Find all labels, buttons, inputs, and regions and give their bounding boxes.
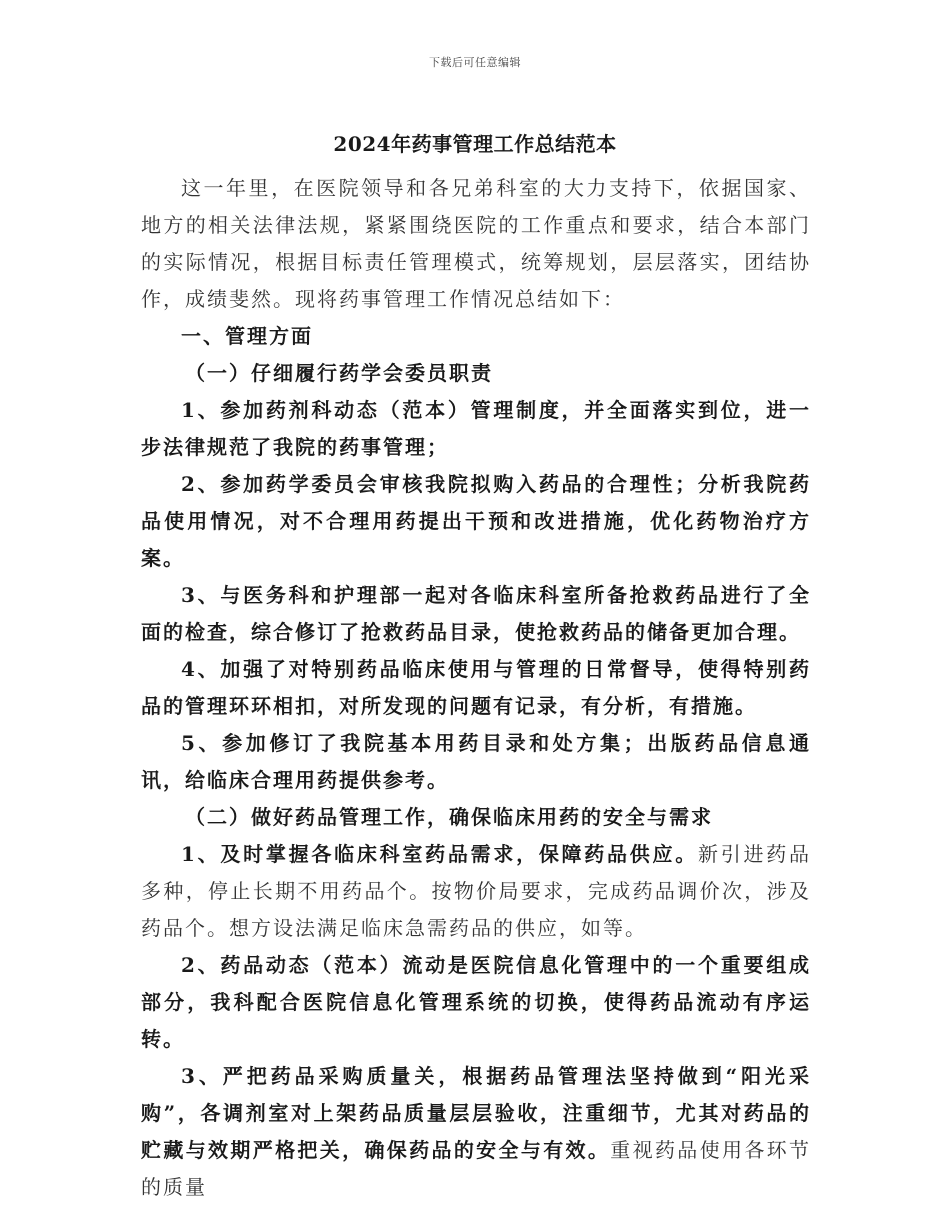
- list-item-bold-text: 1、及时掌握各临床科室药品需求，保障药品供应。: [181, 842, 699, 866]
- list-item-bold-text: 3、严把药品采购质量关，根据药品管理法坚持做到“阳光采购”，各调剂室对上架药品质量层层验收，注重细节，尤其对药品的贮藏与效期严格把关，确保药品的安全与有效。: [141, 1064, 811, 1162]
- list-item: 2、药品动态（范本）流动是医院信息化管理中的一个重要组成部分，我科配合医院信息化管理系统的切换，使得药品流动有序运转。: [141, 953, 811, 1051]
- list-item: 4、加强了对特别药品临床使用与管理的日常督导，使得特别药品的管理环环相扣，对所发现的问题有记录，有分析，有措施。: [141, 657, 811, 718]
- subsection-heading-committee-duties: （一）仔细履行药学会委员职责: [185, 361, 493, 385]
- list-item: 3、与医务科和护理部一起对各临床科室所备抢救药品进行了全面的检查，综合修订了抢救药品目录，使抢救药品的储备更加合理。: [141, 583, 811, 644]
- list-item-regular-text: 重视药品使用各环节的质量: [141, 1138, 812, 1199]
- intro-paragraph: 这一年里，在医院领导和各兄弟科室的大力支持下，依据国家、地方的相关法律法规，紧紧围绕医院的工作重点和要求，结合本部门的实际情况，根据目标责任管理模式，统筹规划，层层落实，团结协作，成绩斐然。现将药事管理工作情况总结如下：: [141, 176, 811, 311]
- list-item: 1、参加药剂科动态（范本）管理制度，并全面落实到位，进一步法律规范了我院的药事管理；: [141, 398, 811, 459]
- list-item-regular-text: 新引进药品多种，停止长期不用药品个。按物价局要求，完成药品调价次，涉及药品个。想方设法满足临床急需药品的供应，如等。: [141, 842, 812, 940]
- section-heading-management: 一、管理方面: [181, 324, 313, 348]
- list-item-supply: [141, 836, 811, 947]
- document-title: 2024年药事管理工作总结范本: [333, 132, 617, 156]
- document-body: [141, 170, 811, 1206]
- header-note: 下载后可任意编辑: [429, 56, 521, 69]
- list-item: 2、参加药学委员会审核我院拟购入药品的合理性；分析我院药品使用情况，对不合理用药提出干预和改进措施，优化药物治疗方案。: [141, 472, 811, 570]
- list-item: 5、参加修订了我院基本用药目录和处方集；出版药品信息通讯，给临床合理用药提供参考。: [141, 731, 811, 792]
- list-item-quality: [141, 1058, 811, 1206]
- subsection-heading-drug-management: （二）做好药品管理工作，确保临床用药的安全与需求: [185, 805, 713, 829]
